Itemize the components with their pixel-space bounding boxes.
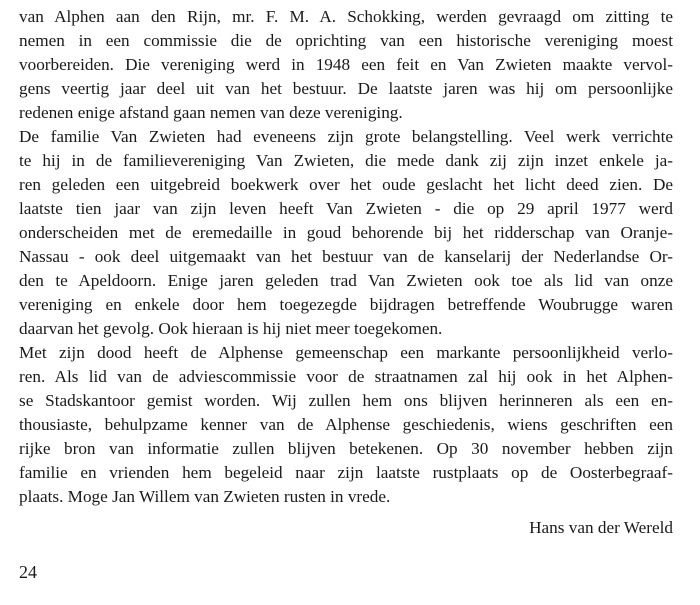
text-line: De familie Van Zwieten had eveneens zijn grote belangstelling. Veel werk verrichte — [19, 127, 673, 146]
text-line: Met zijn dood heeft de Alphense gemeenschap een markante persoonlijkheid verlo- — [19, 343, 673, 362]
text-line: onderscheiden met de eremedaille in goud behorende bij het ridderschap van Oranje- — [19, 223, 673, 242]
text-line: den te Apeldoorn. Enige jaren geleden trad Van Zwieten ook toe als lid van onze — [19, 271, 673, 290]
text-line: plaats. Moge Jan Willem van Zwieten rusten in vrede. — [19, 487, 391, 506]
text-line: rijke bron van informatie zullen blijven betekenen. Op 30 november hebben zijn — [19, 439, 673, 458]
text-line: vereniging en enkele door hem toegezegde bijdragen betreffende Woubrugge waren — [19, 295, 673, 314]
page-number: 24 — [19, 562, 37, 582]
text-line: nemen in een commissie die de oprichting van een historische vereniging moest — [19, 31, 673, 50]
text-line: ren. Als lid van de adviescommissie voor de straatnamen zal hij ook in het Alphen- — [19, 367, 673, 386]
text-line: ren geleden een uitgebreid boekwerk over het oude geslacht het licht deed zien. De — [19, 175, 673, 194]
text-line: thousiaste, behulpzame kenner van de Alphense geschiedenis, wiens geschriften een — [19, 415, 673, 434]
text-line: van Alphen aan den Rijn, mr. F. M. A. Schokking, werden gevraagd om zitting te — [19, 7, 673, 26]
text-line: redenen enige afstand gaan nemen van deze vereniging. — [19, 103, 403, 122]
text-line: Nassau - ook deel uitgemaakt van het bestuur van de kanselarij der Nederlandse Or- — [19, 247, 673, 266]
text-line: familie en vrienden hem begeleid naar zijn laatste rustplaats op de Oosterbegraaf- — [19, 463, 673, 482]
text-line: gens veertig jaar deel uit van het bestuur. De laatste jaren was hij om persoonlijke — [19, 79, 673, 98]
text-line: laatste tien jaar van zijn leven heeft Van Zwieten - die op 29 april 1977 werd — [19, 199, 673, 218]
text-line: te hij in de familievereniging Van Zwieten, die mede dank zij zijn inzet enkele ja- — [19, 151, 673, 170]
author-signature: Hans van der Wereld — [529, 518, 673, 537]
text-line: se Stadskantoor gemist worden. Wij zullen hem ons blijven herinneren als een en- — [19, 391, 673, 410]
text-line: daarvan het gevolg. Ook hieraan is hij niet meer toegekomen. — [19, 319, 443, 338]
text-line: voorbereiden. Die vereniging werd in 1948 een feit en Van Zwieten maakte vervol- — [19, 55, 673, 74]
